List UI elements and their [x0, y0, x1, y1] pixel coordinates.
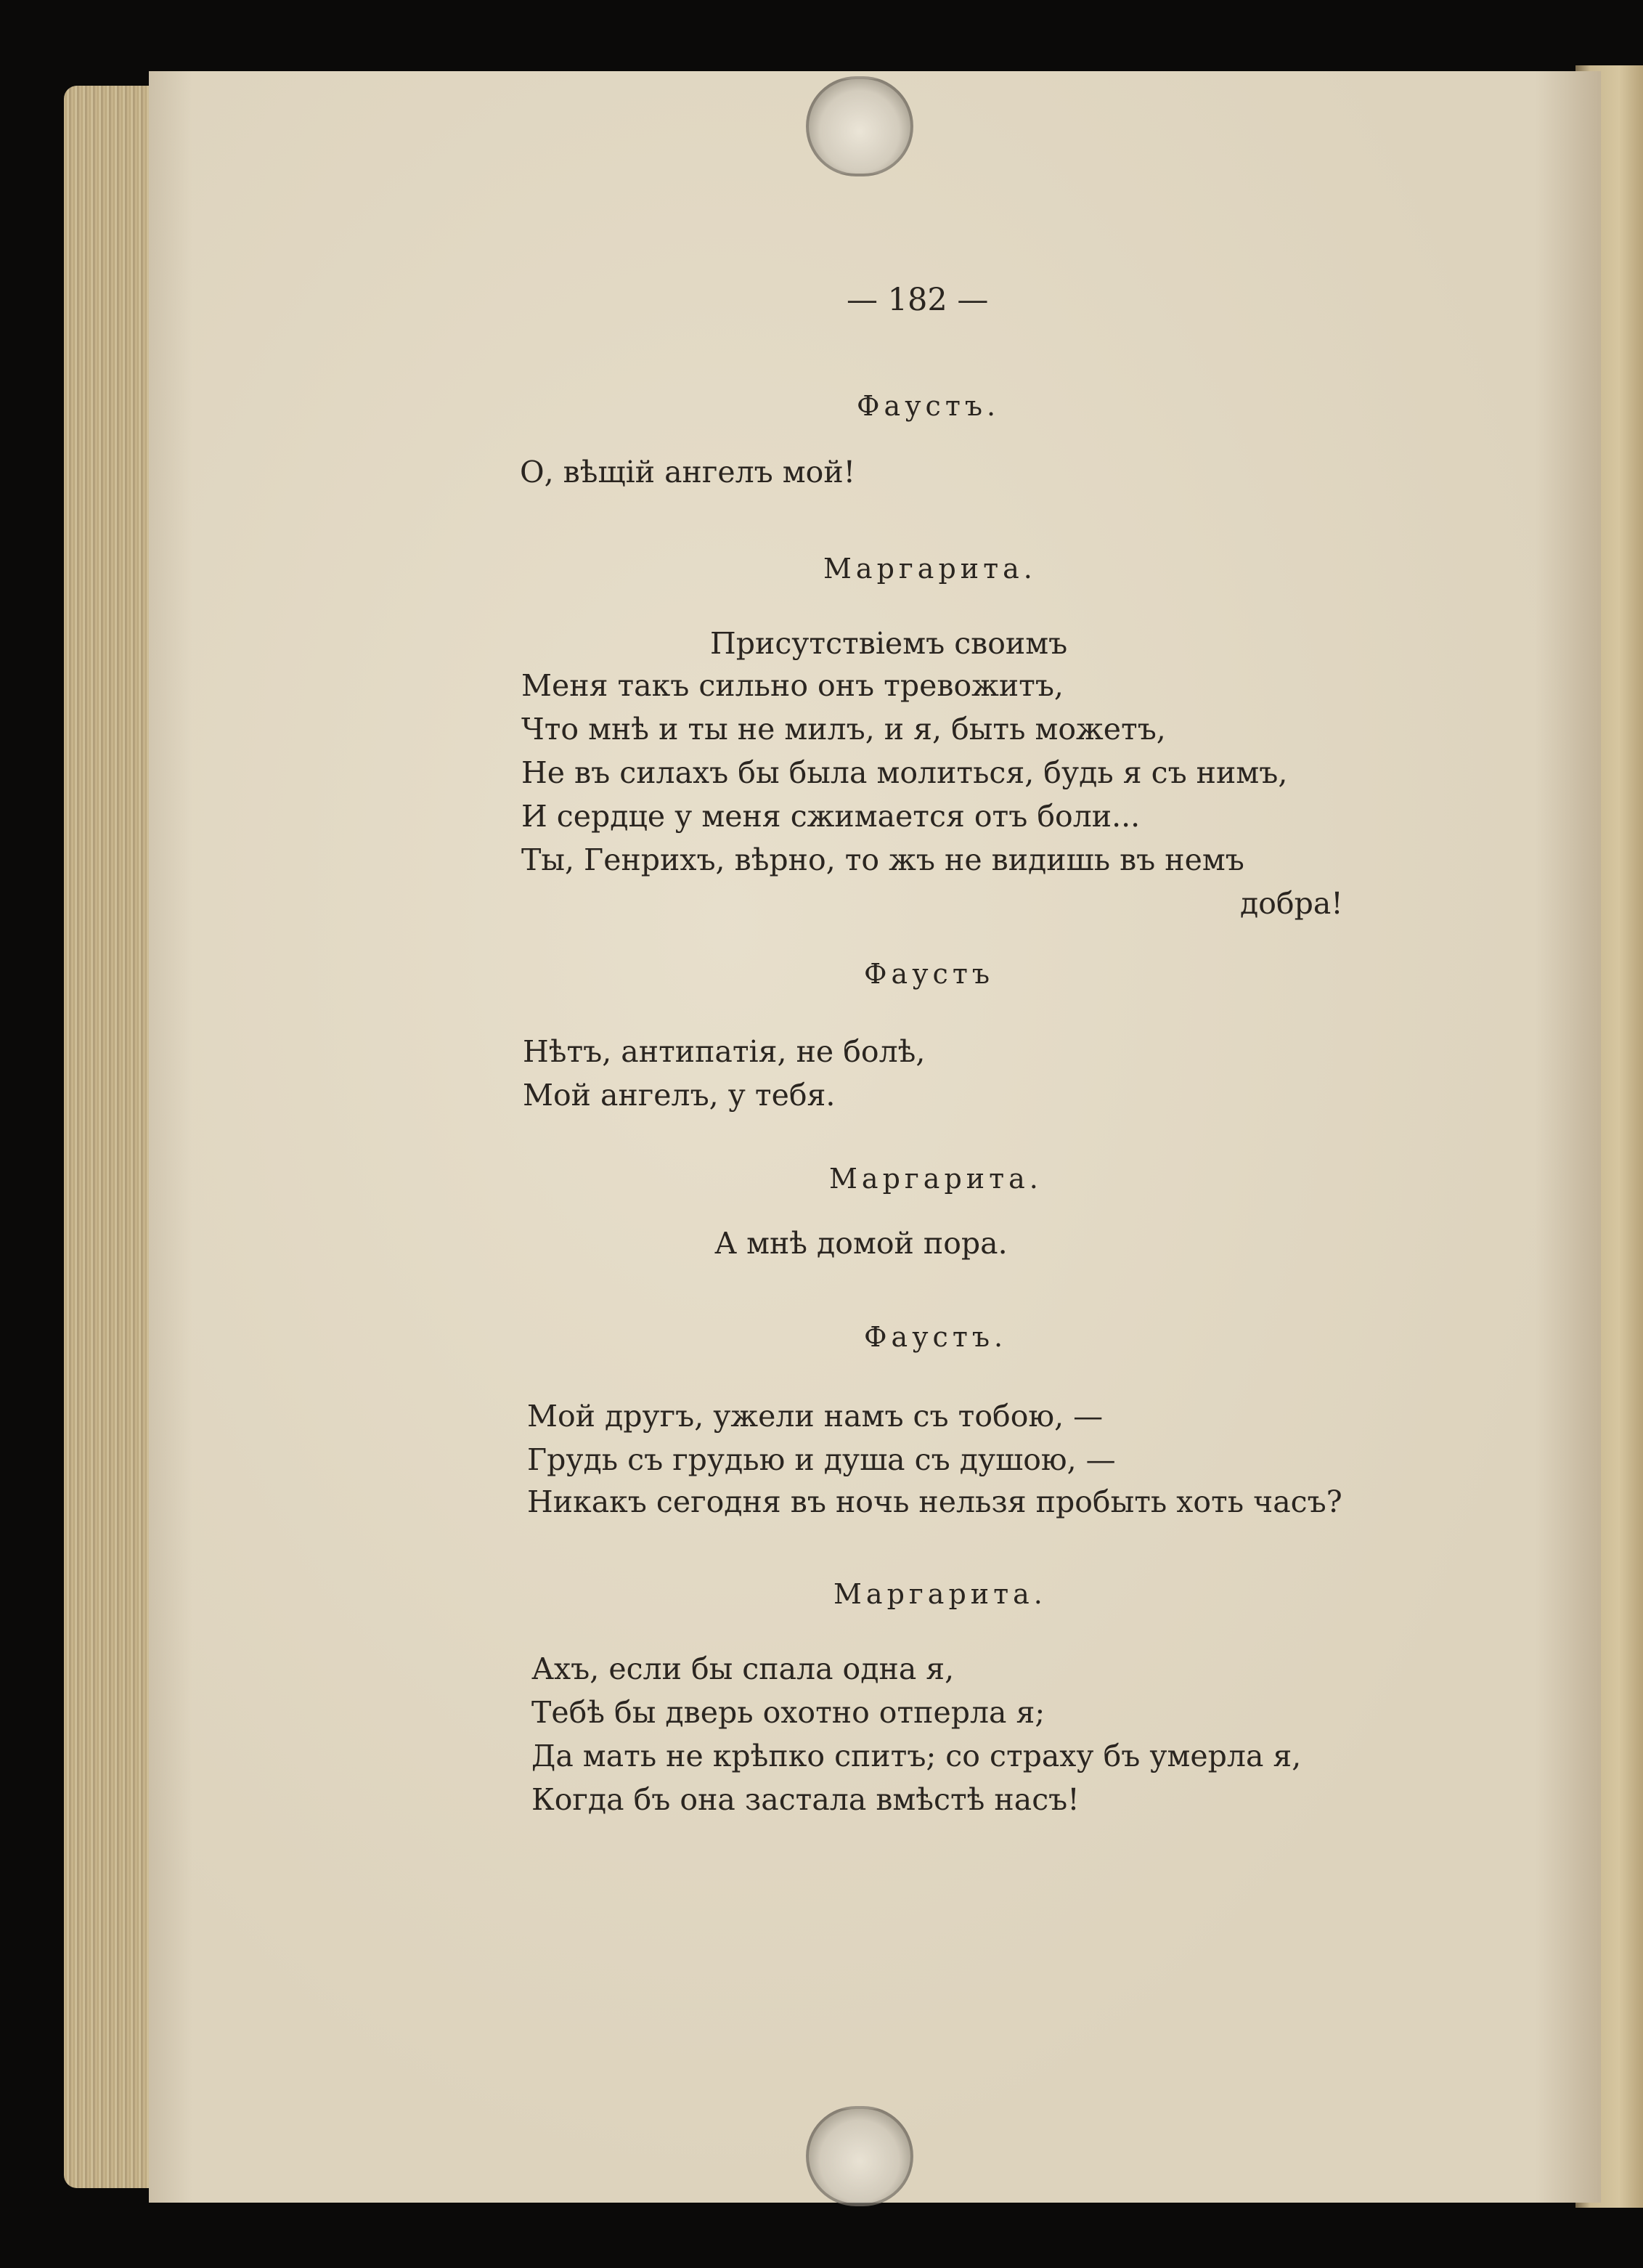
verse-line: Тебѣ бы дверь охотно отперла я;: [531, 1695, 1045, 1730]
speaker-heading: Маргарита.: [823, 553, 1037, 585]
verse-line: Нѣтъ, антипатія, не болѣ,: [523, 1034, 926, 1069]
verse-line: Присутствіемъ своимъ: [710, 626, 1068, 661]
verse-line: Ахъ, если бы спала одна я,: [531, 1651, 955, 1686]
speaker-heading: Маргарита.: [833, 1578, 1047, 1610]
verse-line: добра!: [1240, 886, 1343, 921]
verse-line: Что мнѣ и ты не милъ, и я, быть можетъ,: [521, 712, 1166, 747]
verse-line: Меня такъ сильно онъ тревожитъ,: [521, 668, 1064, 703]
page-number: — 182 —: [847, 282, 989, 318]
verse-line: Грудь съ грудью и душа съ душою, —: [527, 1442, 1116, 1477]
verse-line: Мой ангелъ, у тебя.: [523, 1078, 836, 1113]
speaker-heading: Фаустъ: [864, 958, 995, 990]
verse-line: Ты, Генрихъ, вѣрно, то жъ не видишь въ немъ: [521, 842, 1244, 877]
verse-line: А мнѣ домой пора.: [714, 1226, 1008, 1261]
verse-line: Никакъ сегодня въ ночь нельзя пробыть хоть часъ?: [527, 1484, 1342, 1519]
verse-line: О, вѣщій ангелъ мой!: [520, 455, 856, 489]
verse-line: Да мать не крѣпко спитъ; со страху бъ умерла я,: [531, 1739, 1302, 1773]
speaker-heading: Маргарита.: [829, 1163, 1043, 1195]
speaker-heading: Фаустъ.: [864, 1321, 1008, 1353]
verse-line: Когда бъ она застала вмѣстѣ насъ!: [531, 1782, 1080, 1817]
verse-line: Не въ силахъ бы была молиться, будь я съ нимъ,: [521, 755, 1288, 790]
speaker-heading: Фаустъ.: [857, 390, 1000, 422]
verse-line: И сердце у меня сжимается отъ боли...: [521, 799, 1141, 834]
verse-line: Мой другъ, ужели намъ съ тобою, —: [527, 1399, 1104, 1434]
